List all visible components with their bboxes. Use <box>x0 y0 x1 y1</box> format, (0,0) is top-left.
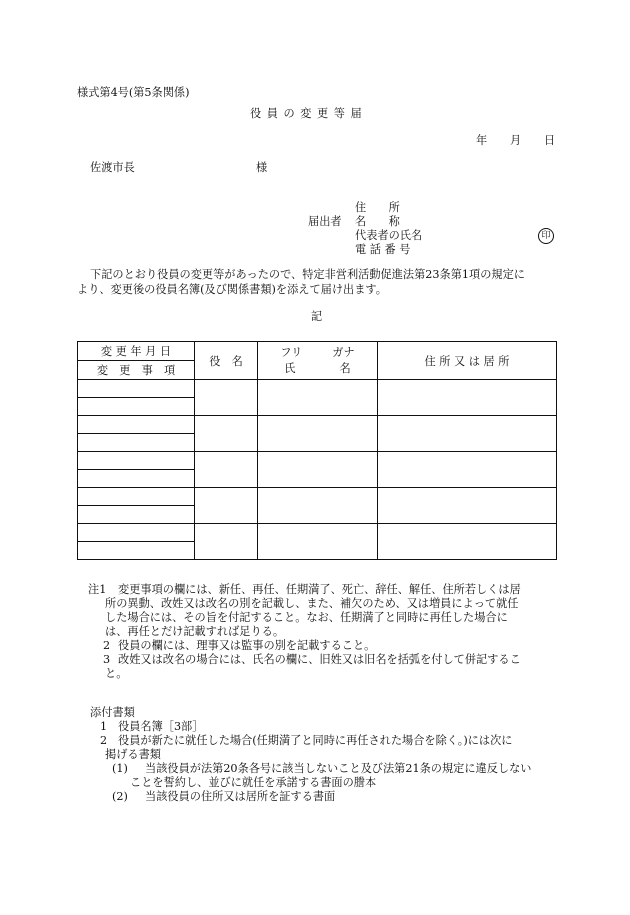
form-number: 様式第4号(第5条関係) <box>77 86 190 99</box>
header-change-item: 変 更 事 項 <box>78 361 195 380</box>
note-3-line-1: 改姓又は改名の場合には、氏名の欄に、旧姓又は旧名を括弧を付して併記するこ <box>118 653 521 666</box>
sub-item-2-label: (2) <box>112 790 128 803</box>
note-1-line-1: 変更事項の欄には、新任、再任、任期満了、死亡、辞任、解任、住所若しくは居 <box>118 583 521 596</box>
note-1-line-3: した場合には、その旨を付記すること。なお、任期満了と同時に再任した場合に <box>105 611 508 624</box>
form-title: 役 員 の 変 更 等 届 <box>250 107 363 120</box>
attachment-1-label: 1 <box>100 720 108 733</box>
note-1-line-2: 所の異動、改姓又は改名の別を記載し、また、補欠のため、又は増員によって就任 <box>105 597 519 610</box>
header-name-1: 氏 <box>284 361 296 375</box>
header-role: 役 名 <box>195 342 258 380</box>
entry-2-item[interactable] <box>78 434 195 452</box>
attachment-2-label: 2 <box>100 734 108 747</box>
header-furigana-1: フリ <box>280 345 303 359</box>
entry-5-name[interactable] <box>258 524 378 560</box>
representative-label: 代表者の氏名 <box>355 229 423 242</box>
entry-2-name[interactable] <box>258 416 378 452</box>
attachment-1-text: 役員名簿［3部］ <box>118 720 204 733</box>
header-address: 住 所 又 は 居 所 <box>378 342 557 380</box>
seal-mark: 印 <box>538 228 554 244</box>
note-3-label: 3 <box>103 653 111 666</box>
header-name-2: 名 <box>339 361 351 375</box>
header-change-date: 変 更 年 月 日 <box>78 342 195 361</box>
sub-item-2-text: 当該役員の住所又は居所を証する書面 <box>145 790 336 803</box>
attachment-2-line-1: 役員が新たに就任した場合(任期満了と同時に再任された場合を除く。)には次に <box>118 734 513 747</box>
entry-3-address[interactable] <box>378 452 557 488</box>
entry-1-address[interactable] <box>378 380 557 416</box>
entry-3-date[interactable] <box>78 452 195 470</box>
name-label: 名 称 <box>355 215 400 228</box>
entry-4-address[interactable] <box>378 488 557 524</box>
ki-heading: 記 <box>311 310 323 323</box>
officer-change-table <box>77 341 557 560</box>
date-year: 年 <box>476 134 488 147</box>
submitter-label: 届出者 <box>308 215 342 228</box>
addressee: 佐渡市長 <box>90 161 135 174</box>
date-month: 月 <box>510 134 522 147</box>
entry-5-role[interactable] <box>195 524 258 560</box>
body-line-1: 下記のとおり役員の変更等があったので、特定非営利活動促進法第23条第1項の規定に <box>90 268 525 281</box>
entry-4-date[interactable] <box>78 488 195 506</box>
entry-5-item[interactable] <box>78 542 195 560</box>
entry-4-item[interactable] <box>78 506 195 524</box>
note-1-line-4: は、再任とだけ記載すれば足りる。 <box>105 625 285 638</box>
date-day: 日 <box>544 134 556 147</box>
entry-5-date[interactable] <box>78 524 195 542</box>
entry-4-name[interactable] <box>258 488 378 524</box>
sub-item-1-label: (1) <box>112 762 128 775</box>
honorific: 様 <box>256 161 268 174</box>
address-label: 住 所 <box>355 201 400 214</box>
entry-2-date[interactable] <box>78 416 195 434</box>
note-1-label: 注1 <box>88 583 107 596</box>
note-2-label: 2 <box>103 639 111 652</box>
entry-2-role[interactable] <box>195 416 258 452</box>
entry-3-name[interactable] <box>258 452 378 488</box>
header-furigana-2: ガナ <box>332 345 355 359</box>
entry-5-address[interactable] <box>378 524 557 560</box>
sub-item-1-line-1: 当該役員が法第20条各号に該当しないこと及び法第21条の規定に違反しない <box>145 762 532 775</box>
entry-2-address[interactable] <box>378 416 557 452</box>
header-furigana-name <box>258 342 378 380</box>
entry-1-role[interactable] <box>195 380 258 416</box>
entry-1-name[interactable] <box>258 380 378 416</box>
phone-label: 電 話 番 号 <box>355 243 411 256</box>
entry-4-role[interactable] <box>195 488 258 524</box>
body-line-2: より、変更後の役員名簿(及び関係書類)を添えて届け出ます。 <box>77 283 387 296</box>
note-2-text: 役員の欄には、理事又は監事の別を記載すること。 <box>118 639 376 652</box>
entry-3-role[interactable] <box>195 452 258 488</box>
note-3-line-2: と。 <box>105 667 128 680</box>
entry-1-date[interactable] <box>78 380 195 398</box>
entry-1-item[interactable] <box>78 398 195 416</box>
entry-3-item[interactable] <box>78 470 195 488</box>
sub-item-1-line-2: ことを誓約し、並びに就任を承諾する書面の謄本 <box>130 776 377 789</box>
attachments-heading: 添付書類 <box>90 706 135 719</box>
attachment-2-line-2: 掲げる書類 <box>105 748 161 761</box>
